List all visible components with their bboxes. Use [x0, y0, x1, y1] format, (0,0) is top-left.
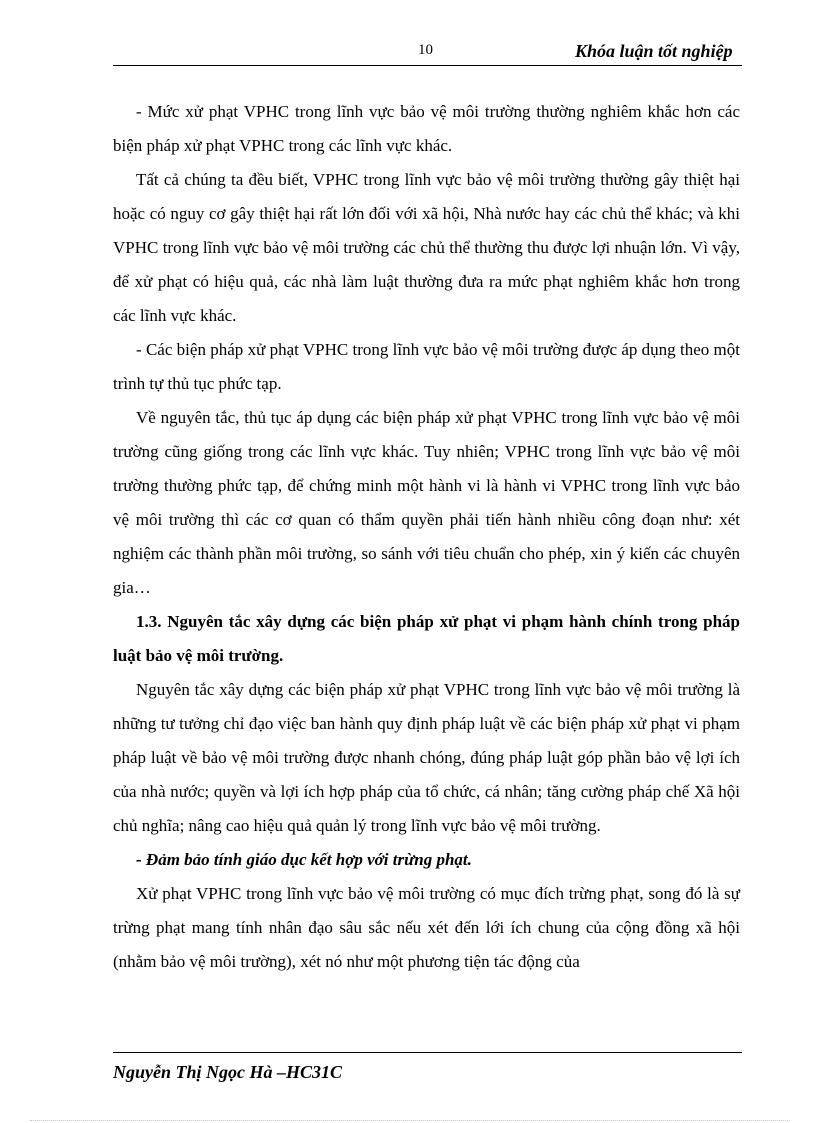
document-body	[113, 95, 740, 979]
body-paragraph: - Các biện pháp xử phạt VPHC trong lĩnh vực bảo vệ môi trường được áp dụng theo một trình tự thủ tục phức tạp.	[113, 340, 740, 393]
body-paragraph: Xử phạt VPHC trong lĩnh vực bảo vệ môi trường có mục đích trừng phạt, song đó là sự trừng phạt mang tính nhân đạo sâu sắc nếu xét đến lới ích chung của cộng đồng xã hội (nhằm bảo vệ môi trường), xét nó như một phương tiện tác động của	[113, 884, 740, 971]
body-paragraph: - Mức xử phạt VPHC trong lĩnh vực bảo vệ môi trường thường nghiêm khắc hơn các biện pháp xử phạt VPHC trong các lĩnh vực khác.	[113, 102, 740, 155]
header-divider	[113, 65, 742, 66]
footer-author: Nguyễn Thị Ngọc Hà –HC31C	[113, 1062, 343, 1082]
running-title: Khóa luận tốt nghiệp	[575, 41, 733, 61]
page-edge	[30, 1120, 790, 1121]
body-paragraph: Tất cả chúng ta đều biết, VPHC trong lĩnh vực bảo vệ môi trường thường gây thiệt hại hoặc có nguy cơ gây thiệt hại rất lớn đối với xã hội, Nhà nước hay các chủ thể khác; và khi VPHC trong lĩnh vực bảo vệ môi trường các chủ thể thường thu được lợi nhuận lớn. Vì vậy, để xử phạt có hiệu quả, các nhà làm luật thường đưa ra mức phạt nghiêm khắc hơn trong các lĩnh vực khác.	[113, 170, 740, 325]
body-paragraph: Về nguyên tắc, thủ tục áp dụng các biện pháp xử phạt VPHC trong lĩnh vực bảo vệ môi trường cũng giống trong các lĩnh vực khác. Tuy nhiên; VPHC trong lĩnh vực bảo vệ môi trường thường phức tạp, để chứng minh một hành vi là hành vi VPHC trong lĩnh vực bảo vệ môi trường thì các cơ quan có thẩm quyền phải tiến hành nhiều công đoạn như: xét nghiệm các thành phần môi trường, so sánh với tiêu chuẩn cho phép, xin ý kiến các chuyên gia…	[113, 408, 740, 597]
page-number: 10	[418, 42, 433, 58]
footer-divider	[113, 1052, 742, 1053]
body-paragraph: Nguyên tắc xây dựng các biện pháp xử phạt VPHC trong lĩnh vực bảo vệ môi trường là những tư tưởng chỉ đạo việc ban hành quy định pháp luật về các biện pháp xử phạt vi phạm pháp luật về bảo vệ môi trường được nhanh chóng, đúng pháp luật góp phần bảo vệ lợi ích của nhà nước; quyền và lợi ích hợp pháp của tổ chức, cá nhân; tăng cường pháp chế Xã hội chủ nghĩa; nâng cao hiệu quả quản lý trong lĩnh vực bảo vệ môi trường.	[113, 680, 740, 835]
section-heading: 1.3. Nguyên tắc xây dựng các biện pháp xử phạt vi phạm hành chính trong pháp luật bảo vệ môi trường.	[113, 612, 740, 665]
subheading: - Đảm bảo tính giáo dục kết hợp với trừng phạt.	[136, 850, 472, 869]
